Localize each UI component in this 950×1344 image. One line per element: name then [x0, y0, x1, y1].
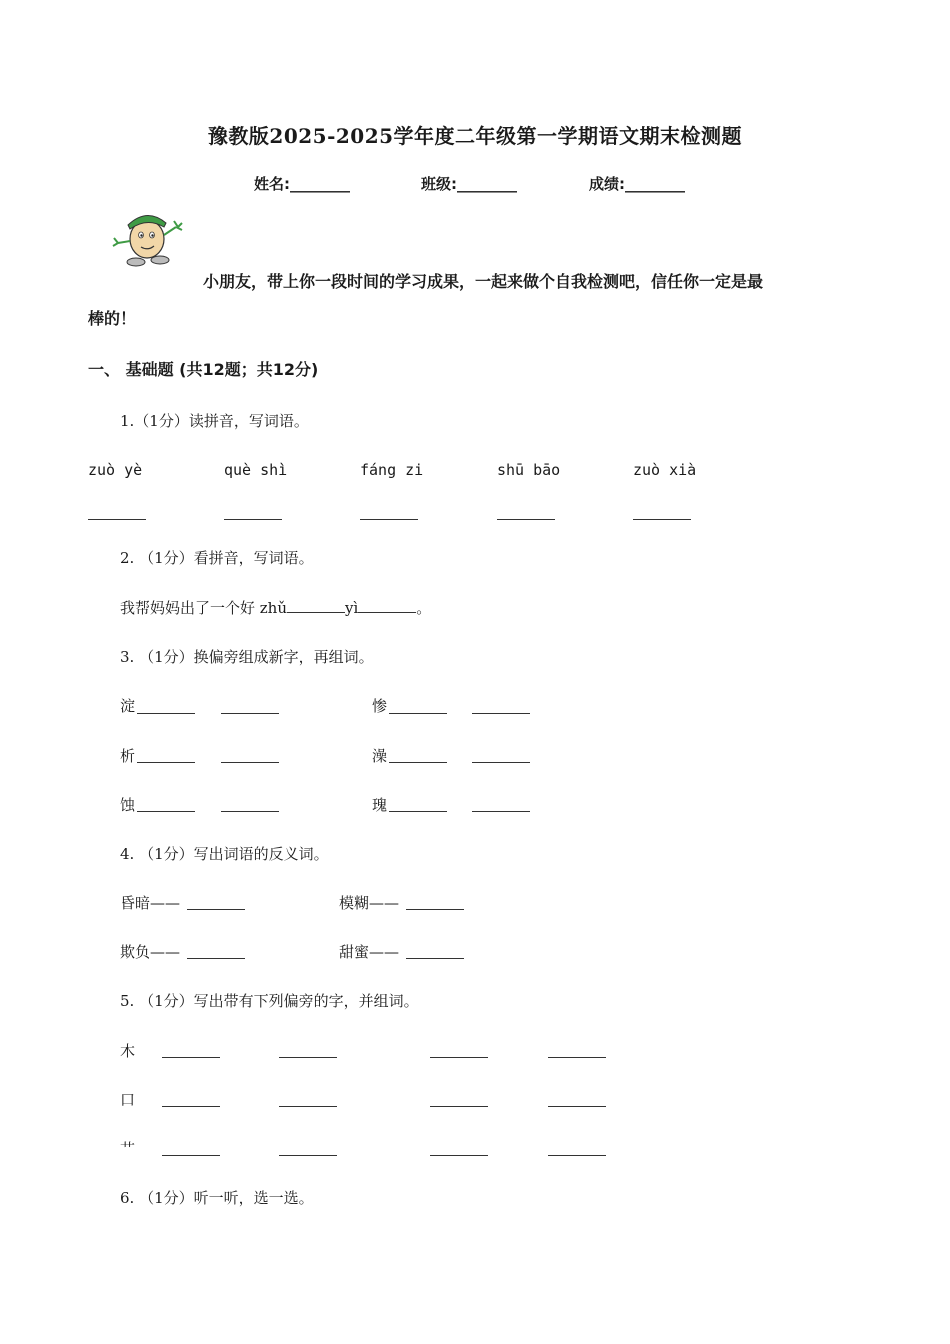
answer-blank[interactable] — [389, 713, 447, 714]
answer-blank[interactable] — [137, 811, 195, 812]
answer-blank[interactable] — [162, 1106, 220, 1107]
sentence-part: 。 — [416, 599, 432, 617]
question-1-stem: 1.（1分）读拼音，写词语。 — [120, 412, 309, 430]
sentence-part: 我帮妈妈出了一个好 zhǔ — [120, 599, 287, 617]
class-field-label: 班级:________ — [421, 175, 517, 193]
answer-blank[interactable] — [472, 811, 530, 812]
sentence-part: yì — [345, 599, 359, 617]
answer-blank[interactable] — [279, 1155, 337, 1156]
answer-blank[interactable] — [358, 611, 416, 613]
answer-blank[interactable] — [279, 1106, 337, 1107]
question-5-stem: 5. （1分）写出带有下列偏旁的字，并组词。 — [120, 992, 419, 1010]
answer-blank[interactable] — [360, 519, 418, 520]
answer-blank[interactable] — [287, 611, 345, 613]
section-heading: 一、 基础题 (共12题；共12分) — [88, 360, 319, 379]
answer-blank[interactable] — [633, 519, 691, 520]
answer-blank[interactable] — [430, 1106, 488, 1107]
intro-text-line2: 棒的！ — [88, 309, 137, 328]
score-field-label: 成绩:________ — [589, 175, 685, 193]
answer-blank[interactable] — [406, 909, 464, 910]
answer-blank[interactable] — [137, 762, 195, 763]
answer-blank[interactable] — [406, 958, 464, 959]
answer-blank[interactable] — [548, 1106, 606, 1107]
question-4-stem: 4. （1分）写出词语的反义词。 — [120, 845, 329, 863]
answer-blank[interactable] — [162, 1057, 220, 1058]
char-item: 析 — [120, 747, 136, 765]
char-item: 淀 — [120, 697, 136, 715]
answer-blank[interactable] — [548, 1057, 606, 1058]
antonym-item: 模糊—— — [339, 894, 400, 912]
answer-blank[interactable] — [548, 1155, 606, 1156]
page-title: 豫教版2025-2025学年度二年级第一学期语文期末检测题 — [207, 124, 743, 148]
question-2-stem: 2. （1分）看拼音，写词语。 — [120, 549, 314, 567]
antonym-item: 甜蜜—— — [339, 943, 400, 961]
antonym-item: 昏暗—— — [120, 894, 181, 912]
answer-blank[interactable] — [224, 519, 282, 520]
radical-item: 木 — [120, 1042, 136, 1060]
question-2-sentence — [120, 597, 431, 618]
answer-blank[interactable] — [472, 713, 530, 714]
answer-blank[interactable] — [88, 519, 146, 520]
antonym-item: 欺负—— — [120, 943, 181, 961]
answer-blank[interactable] — [497, 519, 555, 520]
answer-blank[interactable] — [162, 1155, 220, 1156]
answer-blank[interactable] — [221, 713, 279, 714]
intro-text-line1: 小朋友，带上你一段时间的学习成果，一起来做个自我检测吧，信任你一定是最 — [203, 272, 764, 291]
answer-blank[interactable] — [279, 1057, 337, 1058]
answer-blank[interactable] — [389, 811, 447, 812]
answer-blank[interactable] — [472, 762, 530, 763]
char-item: 惨 — [372, 697, 388, 715]
pinyin-5: zuò xià — [633, 461, 697, 479]
mascot-illustration — [108, 205, 186, 269]
radical-item: 艹 — [120, 1140, 136, 1158]
radical-item: 口 — [120, 1091, 136, 1109]
pinyin-3: fáng zi — [360, 461, 424, 479]
answer-blank[interactable] — [389, 762, 447, 763]
question-6-stem: 6. （1分）听一听，选一选。 — [120, 1189, 314, 1207]
char-item: 瑰 — [372, 796, 388, 814]
answer-blank[interactable] — [221, 811, 279, 812]
answer-blank[interactable] — [221, 762, 279, 763]
answer-blank[interactable] — [430, 1057, 488, 1058]
answer-blank[interactable] — [430, 1155, 488, 1156]
name-field-label: 姓名:________ — [254, 175, 350, 193]
pinyin-2: què shì — [224, 461, 288, 479]
char-item: 澡 — [372, 747, 388, 765]
answer-blank[interactable] — [137, 713, 195, 714]
answer-blank[interactable] — [187, 958, 245, 959]
pinyin-1: zuò yè — [88, 461, 143, 479]
answer-blank[interactable] — [187, 909, 245, 910]
char-item: 蚀 — [120, 796, 136, 814]
pinyin-4: shū bāo — [497, 461, 561, 479]
question-3-stem: 3. （1分）换偏旁组成新字，再组词。 — [120, 648, 374, 666]
